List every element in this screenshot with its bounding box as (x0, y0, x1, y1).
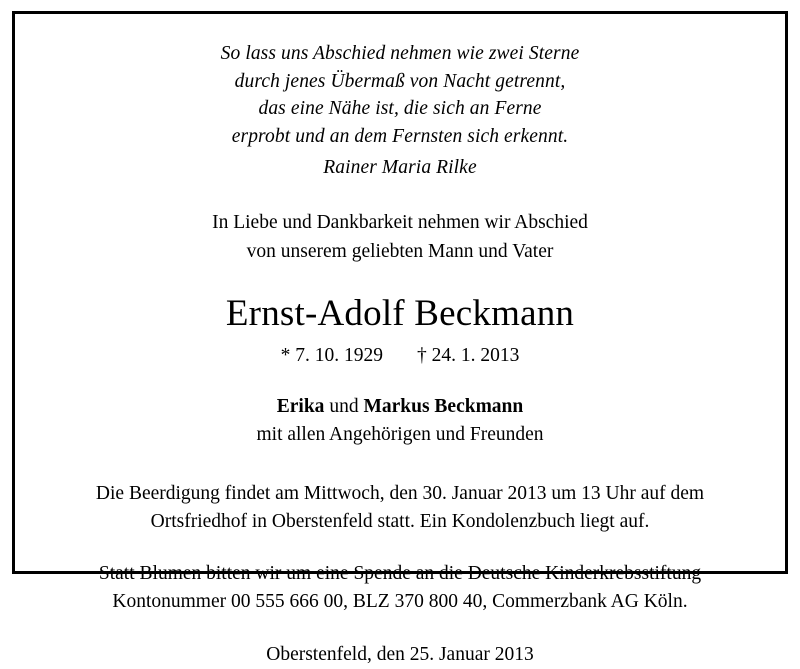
donation-line-2: Kontonummer 00 555 666 00, BLZ 370 800 40, Commerzbank AG Köln. (112, 591, 688, 613)
family-name-second: Markus Beckmann (363, 395, 524, 417)
life-dates (281, 345, 520, 367)
deceased-name: Ernst-Adolf Beckmann (225, 292, 575, 334)
poem-author: Rainer Maria Rilke (323, 156, 477, 178)
death-date: † 24. 1. 2013 (417, 344, 520, 366)
family-block (256, 393, 543, 450)
poem-line-1: So lass uns Abschied nehmen wie zwei Sterne (220, 43, 580, 64)
donation-line-1: Statt Blumen bitten wir um eine Spende an die Deutsche Kinderkrebsstiftung (98, 563, 702, 585)
family-names (256, 393, 543, 421)
intro-line-2: von unserem geliebten Mann und Vater (246, 240, 554, 262)
place-date-line: Oberstenfeld, den 25. Januar 2013 (266, 643, 534, 665)
place-and-date (266, 641, 534, 669)
family-extra: mit allen Angehörigen und Freunden (256, 424, 544, 446)
funeral-details (96, 480, 704, 537)
poem-line-3: das eine Nähe ist, die sich an Ferne (258, 98, 542, 120)
family-name-first: Erika (276, 395, 325, 417)
funeral-line-2: Ortsfriedhof in Oberstenfeld statt. Ein Kondolenzbuch liegt auf. (150, 510, 650, 532)
poem-line-4: erprobt und an dem Fernsten sich erkennt. (231, 126, 569, 148)
intro-block (212, 209, 588, 266)
family-conjunction: und (329, 395, 359, 417)
donation-details (99, 560, 701, 617)
intro-line-1: In Liebe und Dankbarkeit nehmen wir Abschied (212, 212, 588, 234)
funeral-line-1: Die Beerdigung findet am Mittwoch, den 30. Januar 2013 um 13 Uhr auf dem (95, 482, 705, 504)
poem-block (221, 40, 580, 181)
birth-date: * 7. 10. 1929 (280, 344, 383, 366)
obituary-notice (12, 11, 788, 665)
poem-line-2: durch jenes Übermaß von Nacht getrennt, (234, 70, 566, 92)
